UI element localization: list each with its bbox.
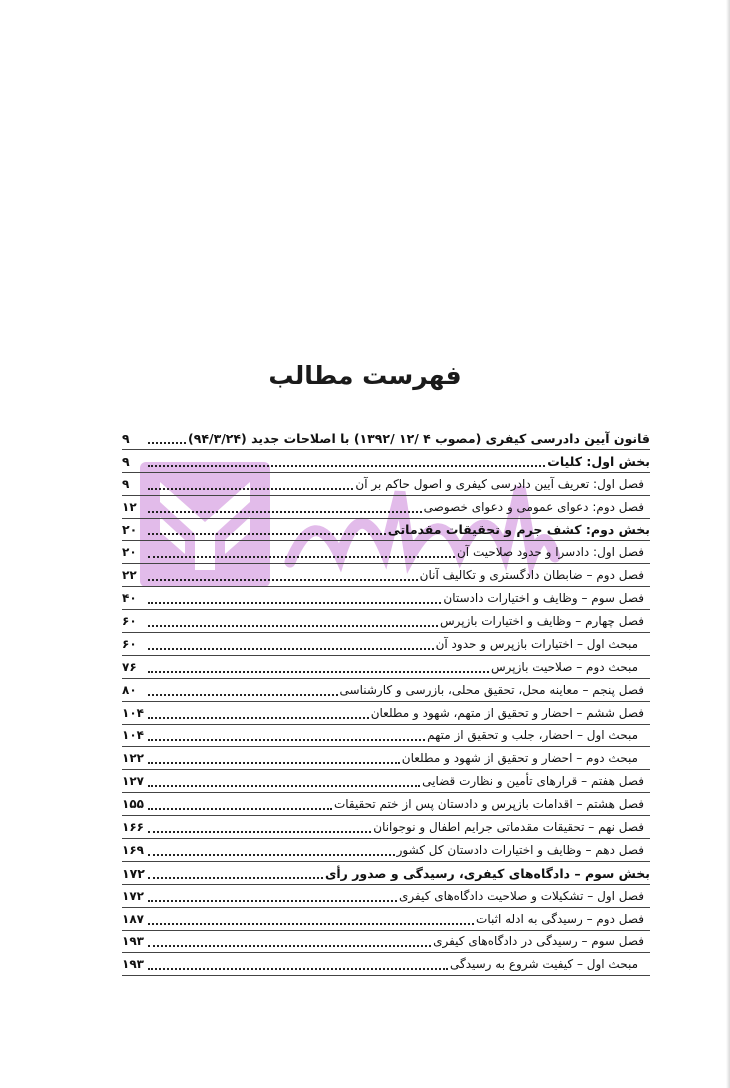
toc-leader-dots [148, 455, 545, 467]
toc-leader-dots [148, 775, 420, 787]
toc-entry[interactable] [122, 564, 650, 587]
toc-entry[interactable] [122, 519, 650, 542]
toc-entry[interactable] [122, 770, 650, 793]
toc-entry-title: فصل دوم: دعوای عمومی و دعوای خصوصی [423, 499, 644, 514]
toc-entry[interactable] [122, 839, 650, 862]
toc-entry[interactable] [122, 793, 650, 816]
toc-entry-page: ۶۰ [122, 614, 137, 629]
toc-leader-dots [148, 935, 431, 947]
toc-leader-dots [148, 592, 441, 604]
toc-entry-title: فصل نهم – تحقیقات مقدماتی جرایم اطفال و نوجوانان [373, 820, 644, 835]
toc-leader-dots [148, 867, 323, 879]
toc-entry-page: ۱۷۲ [122, 865, 145, 881]
toc-entry-title: فصل سوم – وظایف و اختیارات دادستان [443, 591, 644, 606]
toc-entry[interactable] [122, 473, 650, 496]
toc-entry[interactable] [122, 885, 650, 908]
toc-entry-page: ۱۲۷ [122, 774, 144, 789]
toc-entry-page: ۹ [122, 476, 130, 491]
toc-entry[interactable] [122, 679, 650, 702]
toc-entry[interactable] [122, 725, 650, 748]
toc-entry-title: مبحث اول – احضار، جلب و تحقیق از متهم [427, 728, 638, 743]
toc-entry-page: ۲۰ [122, 522, 138, 538]
page-edge [726, 0, 730, 1088]
toc-entry-page: ۱۹۳ [122, 934, 144, 949]
toc-entry-page: ۹ [122, 430, 130, 446]
toc-entry-page: ۴۰ [122, 591, 137, 606]
toc-entry-title: فصل پنجم – معاینه محل، تحقیق محلی، بازرسی و کارشناسی [339, 682, 644, 697]
toc-entry-title: فصل اول: دادسرا و حدود صلاحیت آن [456, 545, 644, 560]
toc-entry[interactable] [122, 587, 650, 610]
toc-entry-title: مبحث دوم – صلاحیت بازپرس [491, 659, 638, 674]
toc-entry[interactable] [122, 862, 650, 885]
toc-leader-dots [148, 890, 397, 902]
toc-leader-dots [148, 478, 353, 490]
toc-entry-page: ۹ [122, 453, 130, 469]
toc-entry[interactable] [122, 656, 650, 679]
toc-entry[interactable] [122, 427, 650, 450]
toc-entry-title: فصل سوم – رسیدگی در دادگاه‌های کیفری [433, 934, 644, 949]
toc-entry-page: ۱۸۷ [122, 911, 144, 926]
toc-leader-dots [148, 661, 489, 673]
toc-leader-dots [148, 569, 418, 581]
toc-entry-title: فصل چهارم – وظایف و اختیارات بازپرس [440, 614, 644, 629]
toc-entry-page: ۱۷۲ [122, 888, 144, 903]
toc-entry-title: مبحث دوم – احضار و تحقیق از شهود و مطلعان [401, 751, 638, 766]
toc-entry-page: ۱۰۴ [122, 728, 144, 743]
toc-entry-page: ۱۰۴ [122, 705, 144, 720]
toc-entry-page: ۱۹۳ [122, 957, 144, 972]
toc-leader-dots [148, 523, 386, 535]
toc-entry[interactable] [122, 816, 650, 839]
toc-leader-dots [148, 729, 425, 741]
toc-leader-dots [148, 844, 395, 856]
toc-entry[interactable] [122, 450, 650, 473]
toc-leader-dots [148, 958, 448, 970]
toc-entry-page: ۲۰ [122, 545, 137, 560]
toc-leader-dots [148, 638, 434, 650]
toc-entry-page: ۱۵۵ [122, 797, 144, 812]
toc-entry-title: بخش دوم: کشف جرم و تحقیقات مقدماتی [387, 522, 650, 538]
toc-entry[interactable] [122, 931, 650, 954]
toc-entry-title: فصل دوم – ضابطان دادگستری و تکالیف آنان [419, 568, 644, 583]
toc-entry[interactable] [122, 610, 650, 633]
page-title: فهرست مطالب [268, 361, 462, 390]
toc-entry-title: بخش سوم – دادگاه‌های کیفری، رسیدگی و صدور رأی [324, 865, 650, 881]
toc-entry-title: فصل اول – تشکیلات و صلاحیت دادگاه‌های کیفری [399, 888, 644, 903]
toc-entry-title: فصل دوم – رسیدگی به ادله اثبات [476, 911, 644, 926]
toc-leader-dots [148, 798, 332, 810]
toc-entry-title: فصل هشتم – اقدامات بازپرس و دادستان پس از ختم تحقیقات [333, 797, 644, 812]
toc-leader-dots [148, 821, 371, 833]
toc-entry-page: ۶۰ [122, 636, 137, 651]
toc-entry-title: بخش اول: کلیات [547, 453, 650, 469]
toc-entry-title: فصل دهم – وظایف و اختیارات دادستان کل کشور [396, 842, 644, 857]
toc-entry-title: مبحث اول – اختیارات بازپرس و حدود آن [435, 636, 638, 651]
toc-leader-dots [148, 546, 455, 558]
table-of-contents [122, 427, 650, 976]
toc-entry-page: ۸۰ [122, 682, 137, 697]
toc-entry-title: مبحث اول – کیفیت شروع به رسیدگی [449, 957, 638, 972]
toc-entry-page: ۱۶۶ [122, 820, 144, 835]
toc-entry-title: فصل اول: تعریف آیین دادرسی کیفری و اصول حاکم بر آن [355, 476, 644, 491]
toc-entry-title: فصل ششم – احضار و تحقیق از متهم، شهود و مطلعان [370, 705, 644, 720]
toc-leader-dots [148, 752, 400, 764]
toc-entry-page: ۲۲ [122, 568, 137, 583]
toc-entry-page: ۱۲۲ [122, 751, 144, 766]
toc-entry-page: ۱۶۹ [122, 842, 144, 857]
toc-entry-page: ۱۲ [122, 499, 137, 514]
toc-leader-dots [148, 913, 474, 925]
toc-entry[interactable] [122, 747, 650, 770]
toc-leader-dots [148, 707, 369, 719]
toc-entry[interactable] [122, 953, 650, 976]
toc-entry-title: قانون آیین دادرسی کیفری (مصوب ۴ /۱۲ /۱۳۹۲) با اصلاحات جدید (۹۴/۳/۲۴) [188, 430, 650, 446]
toc-entry[interactable] [122, 541, 650, 564]
toc-entry[interactable] [122, 702, 650, 725]
toc-leader-dots [148, 615, 438, 627]
toc-entry[interactable] [122, 908, 650, 931]
toc-entry[interactable] [122, 633, 650, 656]
toc-entry[interactable] [122, 496, 650, 519]
toc-entry-page: ۷۶ [122, 659, 137, 674]
toc-leader-dots [148, 432, 186, 444]
toc-leader-dots [148, 501, 422, 513]
toc-leader-dots [148, 684, 338, 696]
toc-entry-title: فصل هفتم – قرارهای تأمین و نظارت قضایی [422, 774, 644, 789]
